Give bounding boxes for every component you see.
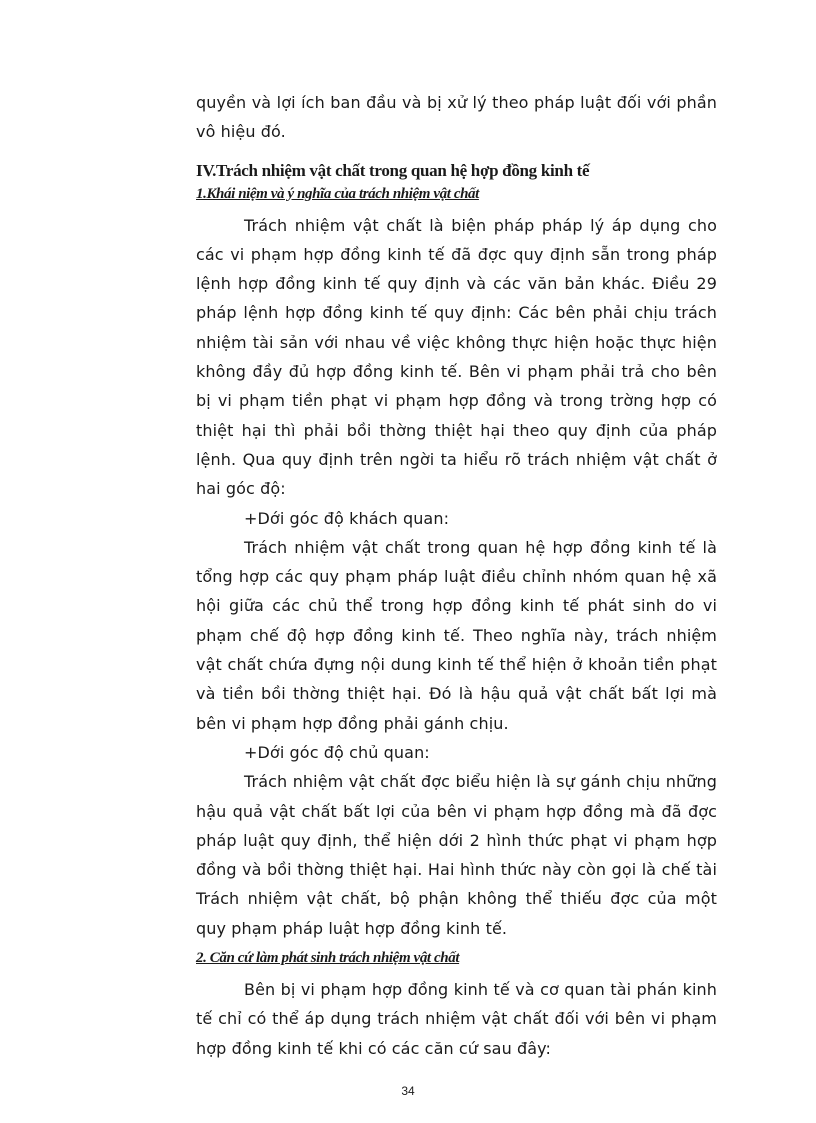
subheading-2: 2. Căn cứ làm phát sinh trách nhiệm vật chất	[196, 950, 460, 967]
paragraph-subjective: Trách nhiệm vật chất đợc biểu hiện là sự gánh chịu những hậu quả vật chất bất lợi của bên vi phạm hợp đồng mà đã đợc pháp luật quy định, thể hiện dới 2 hình thức phạt vi phạm hợp đồng và bồi thờng thiệt hại. Hai hình thức này còn gọi là chế tài Trách nhiệm vật chất, bộ phận không thể thiếu đợc của một quy phạm pháp luật hợp đồng kinh tế.	[196, 772, 717, 938]
paragraph-continuation: quyền và lợi ích ban đầu và bị xử lý theo pháp luật đối với phần vô hiệu đó.	[196, 93, 717, 142]
paragraph-objective: Trách nhiệm vật chất trong quan hệ hợp đồng kinh tế là tổng hợp các quy phạm pháp luật điều chỉnh nhóm quan hệ xã hội giữa các chủ thể trong hợp đồng kinh tế phát sinh do vi phạm chế độ hợp đồng kinh tế. Theo nghĩa này, trách nhiệm vật chất chứa đựng nội dung kinh tế thể hiện ở khoản tiền phạt và tiền bồi thờng thiệt hại. Đó là hậu quả vật chất bất lợi mà bên vi phạm hợp đồng phải gánh chịu.	[196, 537, 717, 733]
section-heading-iv: IV.Trách nhiệm vật chất trong quan hệ hợp đồng kinh tế	[196, 160, 590, 180]
paragraph-definition: Trách nhiệm vật chất là biện pháp pháp lý áp dụng cho các vi phạm hợp đồng kinh tế đã đợc quy định sẵn trong pháp lệnh hợp đồng kinh tế quy định và các văn bản khác. Điều 29 pháp lệnh hợp đồng kinh tế quy định: Các bên phải chịu trách nhiệm tài sản với nhau về việc không thực hiện hoặc thực hiện không đầy đủ hợp đồng kinh tế. Bên vi phạm phải trả cho bên bị vi phạm tiền phạt vi phạm hợp đồng và trong trờng hợp có thiệt hại thì phải bồi thờng thiệt hại theo quy định của pháp lệnh. Qua quy định trên ngời ta hiểu rõ trách nhiệm vật chất ở hai góc độ:	[196, 215, 717, 499]
paragraph-subjective-label: +Dới góc độ chủ quan:	[244, 742, 430, 762]
subheading-1: 1.Khái niệm và ý nghĩa của trách nhiệm vật chất	[196, 185, 479, 202]
paragraph-objective-label: +Dới góc độ khách quan:	[244, 508, 450, 528]
document-body	[196, 88, 717, 1063]
paragraph-grounds: Bên bị vi phạm hợp đồng kinh tế và cơ quan tài phán kinh tế chỉ có thể áp dụng trách nhiệm vật chất đối với bên vi phạm hợp đồng kinh tế khi có các căn cứ sau đây:	[196, 980, 717, 1058]
page-number: 34	[401, 1084, 415, 1098]
